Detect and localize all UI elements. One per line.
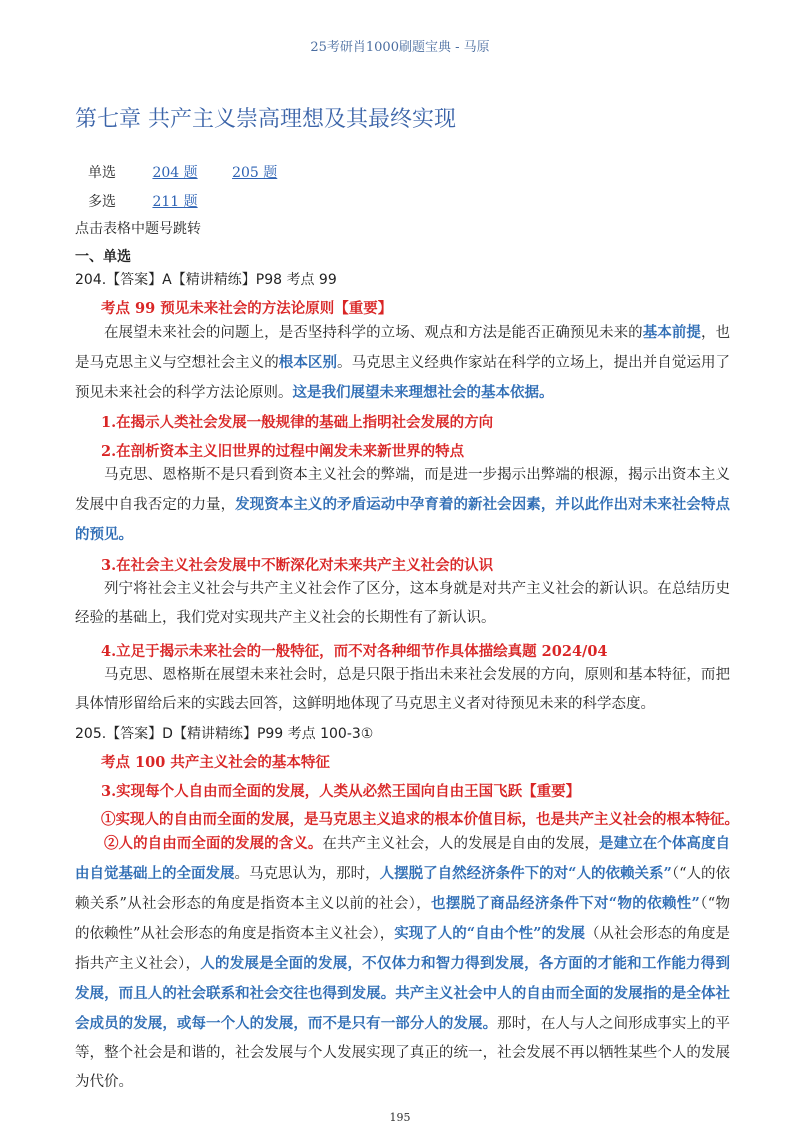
paragraph-204-3: 列宁将社会主义社会与共产主义社会作了区分，这本身就是对共产主义社会的新认识。在总结历史经验的基础上，我们党对实现共产主义社会的长期性有了新认识。 — [75, 581, 730, 626]
paragraph-204-1 — [75, 318, 730, 408]
text: 。马克思认为，那时， — [234, 866, 380, 882]
kp-title-99: 考点 99 预见未来社会的方法论原则【重要】 — [101, 300, 393, 317]
text: 在展望未来社会的问题上，是否坚持科学的立场、观点和方法是能否正确预见未来的 — [104, 325, 643, 341]
highlight: ②人的自由而全面的发展的含义。 — [104, 835, 323, 852]
text: （从社会形态的角度是指共产主义社会）， — [75, 926, 730, 972]
highlight: 发现资本主义的矛盾运动中孕育着的新社会因素，并以此作出对未来社会特点的预见。 — [75, 496, 730, 543]
link-q204[interactable]: 204 题 — [152, 165, 198, 181]
highlight: 是建立在个体高度自由自觉基础上的全面发展 — [75, 835, 731, 882]
text: 那时，在人与人之间形成事实上的平等，整个社会是和谐的，社会发展与个人发展实现了真正的统一，社会发展不再以牺牲某些个人的发展为代价。 — [75, 1016, 731, 1090]
running-header: 25考研肖1000刷题宝典 - 马原 — [310, 40, 490, 55]
paragraph-204-4: 马克思、恩格斯在展望未来社会时，总是只限于指出未来社会发展的方向，原则和基本特征，而把具体情形留给后来的实践去回答，这鲜明地体现了马克思主义者对待预见未来的科学态度。 — [75, 667, 730, 712]
heading-204-1: 1.在揭示人类社会发展一般规律的基础上指明社会发展的方向 — [101, 414, 494, 431]
text: （“物的依赖性”从社会形态的角度是指资本主义社会）， — [75, 896, 730, 942]
answer-line-205: 205.【答案】D【精讲精练】P99 考点 100-3① — [75, 726, 374, 742]
chapter-title: 第七章 共产主义崇高理想及其最终实现 — [75, 107, 456, 132]
highlight: 人的发展是全面的发展，不仅体力和智力得到发展，各方面的才能和工作能力得到发展，而且人的社会联系和社会交往也得到发展。共产主义社会中人的自由而全面的发展指的是全体社会成员的发展，或每一个人的发展，而不是只有一部分人的发展。 — [75, 955, 731, 1032]
heading-204-3: 3.在社会主义社会发展中不断深化对未来共产主义社会的认识 — [101, 557, 494, 574]
heading-205-3: 3.实现每个人自由而全面的发展，人类从必然王国向自由王国飞跃【重要】 — [101, 783, 581, 800]
heading-204-4: 4.立足于揭示未来社会的一般特征，而不对各种细节作具体描绘真题 2024/04 — [101, 643, 608, 660]
answer-line-204: 204.【答案】A【精讲精练】P98 考点 99 — [75, 272, 337, 288]
page-number: 195 — [389, 1111, 411, 1124]
highlight: 基本前提 — [642, 324, 701, 341]
paragraph-204-2 — [75, 461, 730, 550]
kp-title-100: 考点 100 共产主义社会的基本特征 — [101, 754, 330, 771]
nav-single-label: 单选 — [88, 165, 116, 181]
highlight: 实现了人的“自由个性”的发展 — [394, 925, 585, 942]
link-q205[interactable]: 205 题 — [232, 165, 278, 181]
nav-multi-label: 多选 — [88, 194, 116, 210]
link-q211[interactable]: 211 题 — [152, 194, 198, 210]
point-205-1: ①实现人的自由而全面的发展，是马克思主义追求的根本价值目标，也是共产主义社会的根本特征。 — [101, 811, 739, 828]
highlight: 根本区别 — [278, 354, 338, 371]
text: 在共产主义社会，人的发展是自由的发展， — [322, 836, 600, 852]
text: ，也是马克思主义与空想社会主义的 — [75, 325, 731, 371]
highlight: 人摆脱了自然经济条件下的对“人的依赖关系” — [379, 865, 672, 882]
text: 马克思、恩格斯不是只看到资本主义社会的弊端，而是进一步揭示出弊端的根源，揭示出资本主义发展中自我否定的力量， — [75, 467, 730, 513]
highlight: 也摆脱了商品经济条件下对“物的依赖性” — [431, 895, 700, 912]
text: （“人的依赖关系”从社会形态的角度是指资本主义以前的社会）， — [75, 866, 731, 912]
paragraph-205 — [75, 829, 730, 1097]
highlight: 这是我们展望未来理想社会的基本依据。 — [292, 384, 554, 401]
nav-multi — [88, 191, 228, 211]
nav-single — [88, 162, 307, 182]
jump-hint: 点击表格中题号跳转 — [75, 221, 201, 237]
section-heading: 一、单选 — [75, 249, 131, 265]
heading-204-2: 2.在剖析资本主义旧世界的过程中阐发未来新世界的特点 — [101, 443, 465, 460]
text: 。马克思主义经典作家站在科学的立场上，提出并自觉运用了预见未来社会的科学方法论原则。 — [75, 355, 731, 401]
